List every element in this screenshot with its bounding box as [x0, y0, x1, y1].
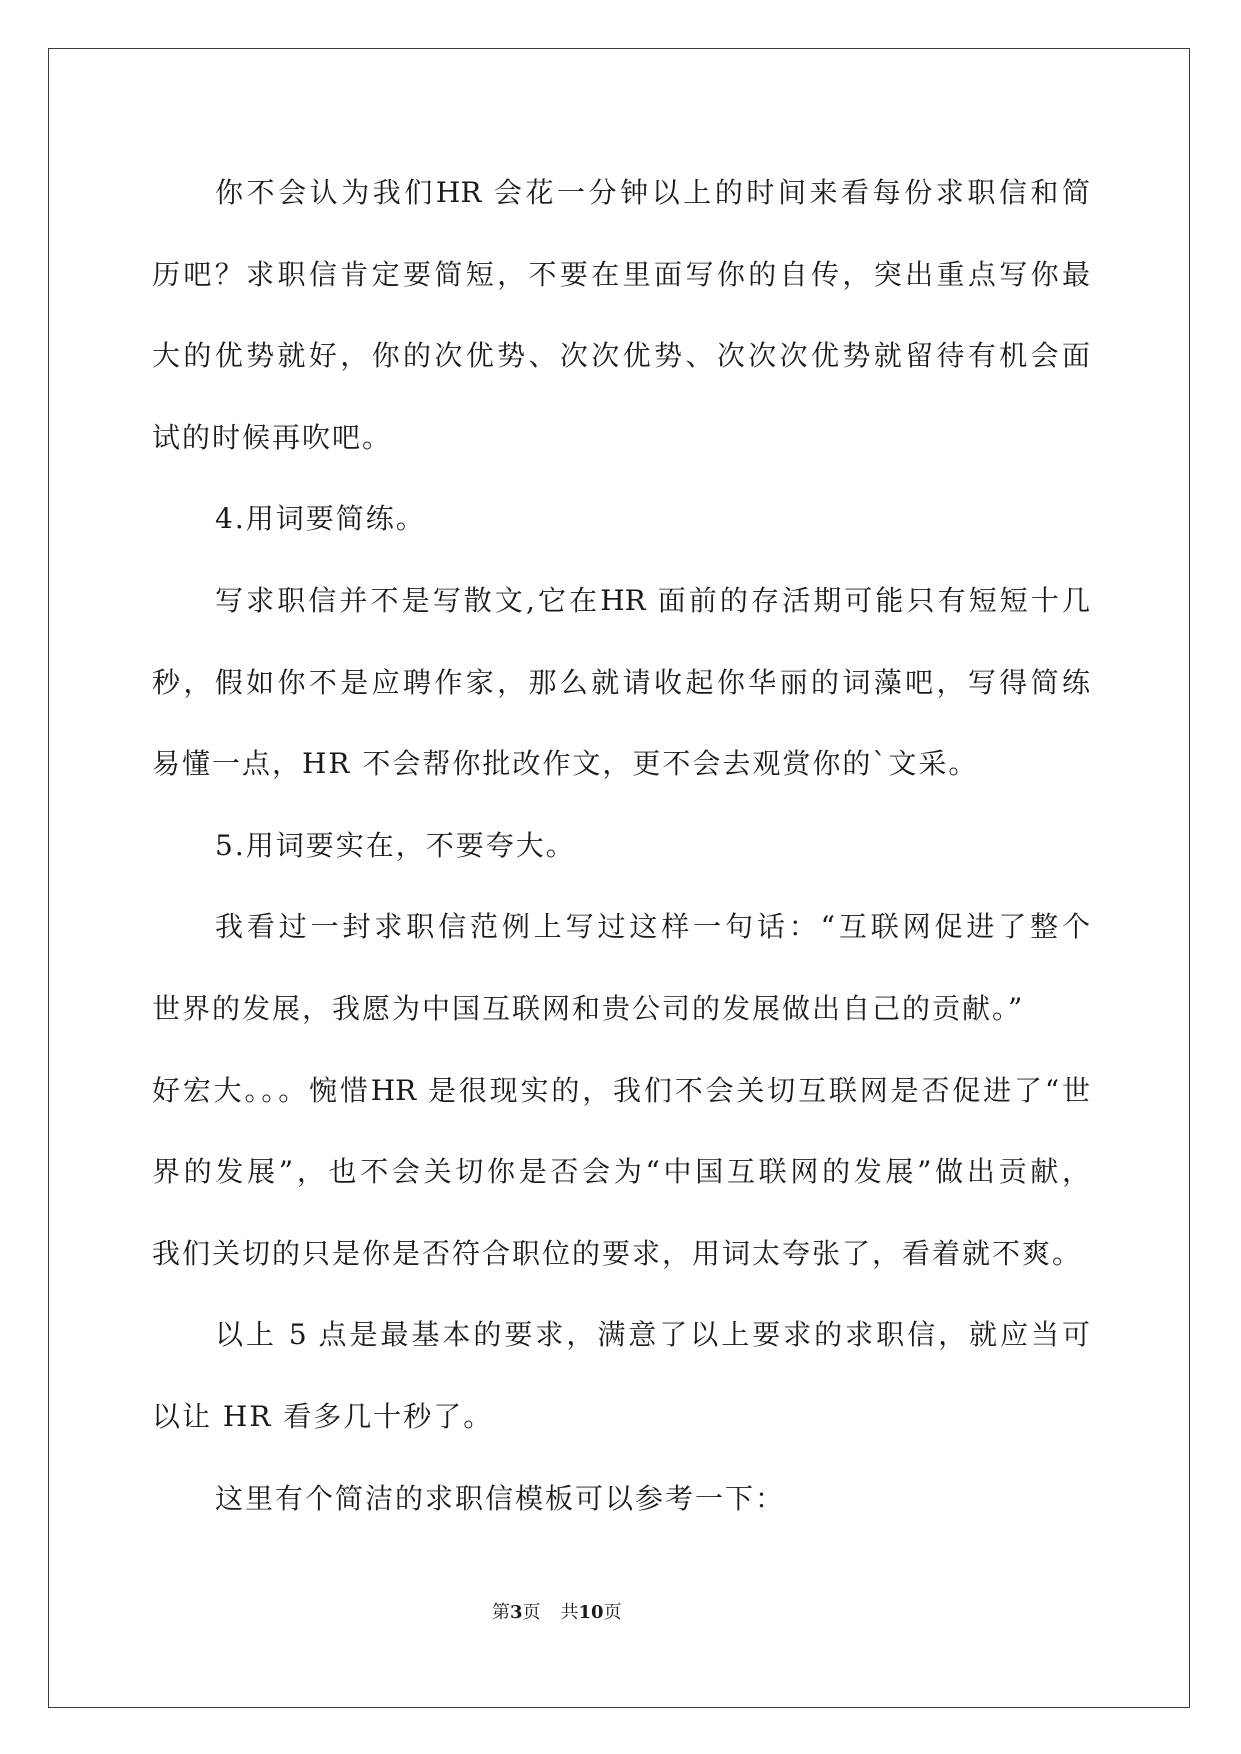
text-line: 5.用词要实在，不要夸大。 [215, 828, 576, 862]
text-line: 4.用词要简练。 [215, 502, 426, 536]
footer-total-suffix: 页 [603, 1602, 622, 1623]
text-line: 你不会认为我们HR 会花一分钟以上的时间来看每份求职信和简 [215, 176, 1090, 209]
document-body [152, 152, 1090, 1539]
text-line: 好宏大。。。惋惜HR 是很现实的，我们不会关切互联网是否促进了“世 [152, 1073, 1090, 1107]
text-line: 秒，假如你不是应聘作家，那么就请收起你华丽的词藻吧，写得简练 [152, 665, 1090, 699]
text-line: 大的优势就好，你的次优势、次次优势、次次次优势就留待有机会面 [152, 339, 1090, 373]
text-line: 写求职信并不是写散文,它在HR 面前的存活期可能只有短短十几 [215, 583, 1090, 617]
paragraph-concise-words [152, 560, 1090, 805]
paragraph-summary [152, 1294, 1090, 1457]
heading-point-4 [152, 478, 1090, 560]
text-line: 以上 5 点是最基本的要求，满意了以上要求的求职信，就应当可 [215, 1318, 1090, 1352]
page-footer [492, 1600, 622, 1626]
paragraph-example-quote [152, 886, 1090, 1294]
footer-page-prefix: 第 [492, 1602, 510, 1623]
footer-total-prefix: 共 [560, 1602, 579, 1623]
footer-page-suffix: 页 [522, 1602, 541, 1623]
text-line: 世界的发展，我愿为中国互联网和贵公司的发展做出自己的贡献。” [152, 991, 1025, 1025]
footer-page-number: 3 [510, 1602, 523, 1623]
text-line: 以让 HR 看多几十秒了。 [152, 1399, 494, 1433]
footer-total-pages: 10 [578, 1602, 604, 1623]
paragraph-template-intro [152, 1458, 1090, 1540]
text-line: 我们关切的只是你是否符合职位的要求，用词太夸张了，看着就不爽。 [152, 1236, 1083, 1270]
text-line: 易懂一点，HR 不会帮你批改作文，更不会去观赏你的`文采。 [152, 747, 979, 781]
text-line: 界的发展”，也不会关切你是否会为“中国互联网的发展”做出贡献， [152, 1155, 1090, 1189]
paragraph-resume-length [152, 152, 1090, 478]
text-line: 试的时候再吹吧。 [152, 420, 393, 454]
text-line: 历吧？求职信肯定要简短，不要在里面写你的自传，突出重点写你最 [152, 257, 1090, 291]
heading-point-5 [152, 805, 1090, 887]
text-line: 我看过一封求职信范例上写过这样一句话：“互联网促进了整个 [215, 910, 1090, 944]
text-line: 这里有个简洁的求职信模板可以参考一下： [215, 1481, 786, 1515]
